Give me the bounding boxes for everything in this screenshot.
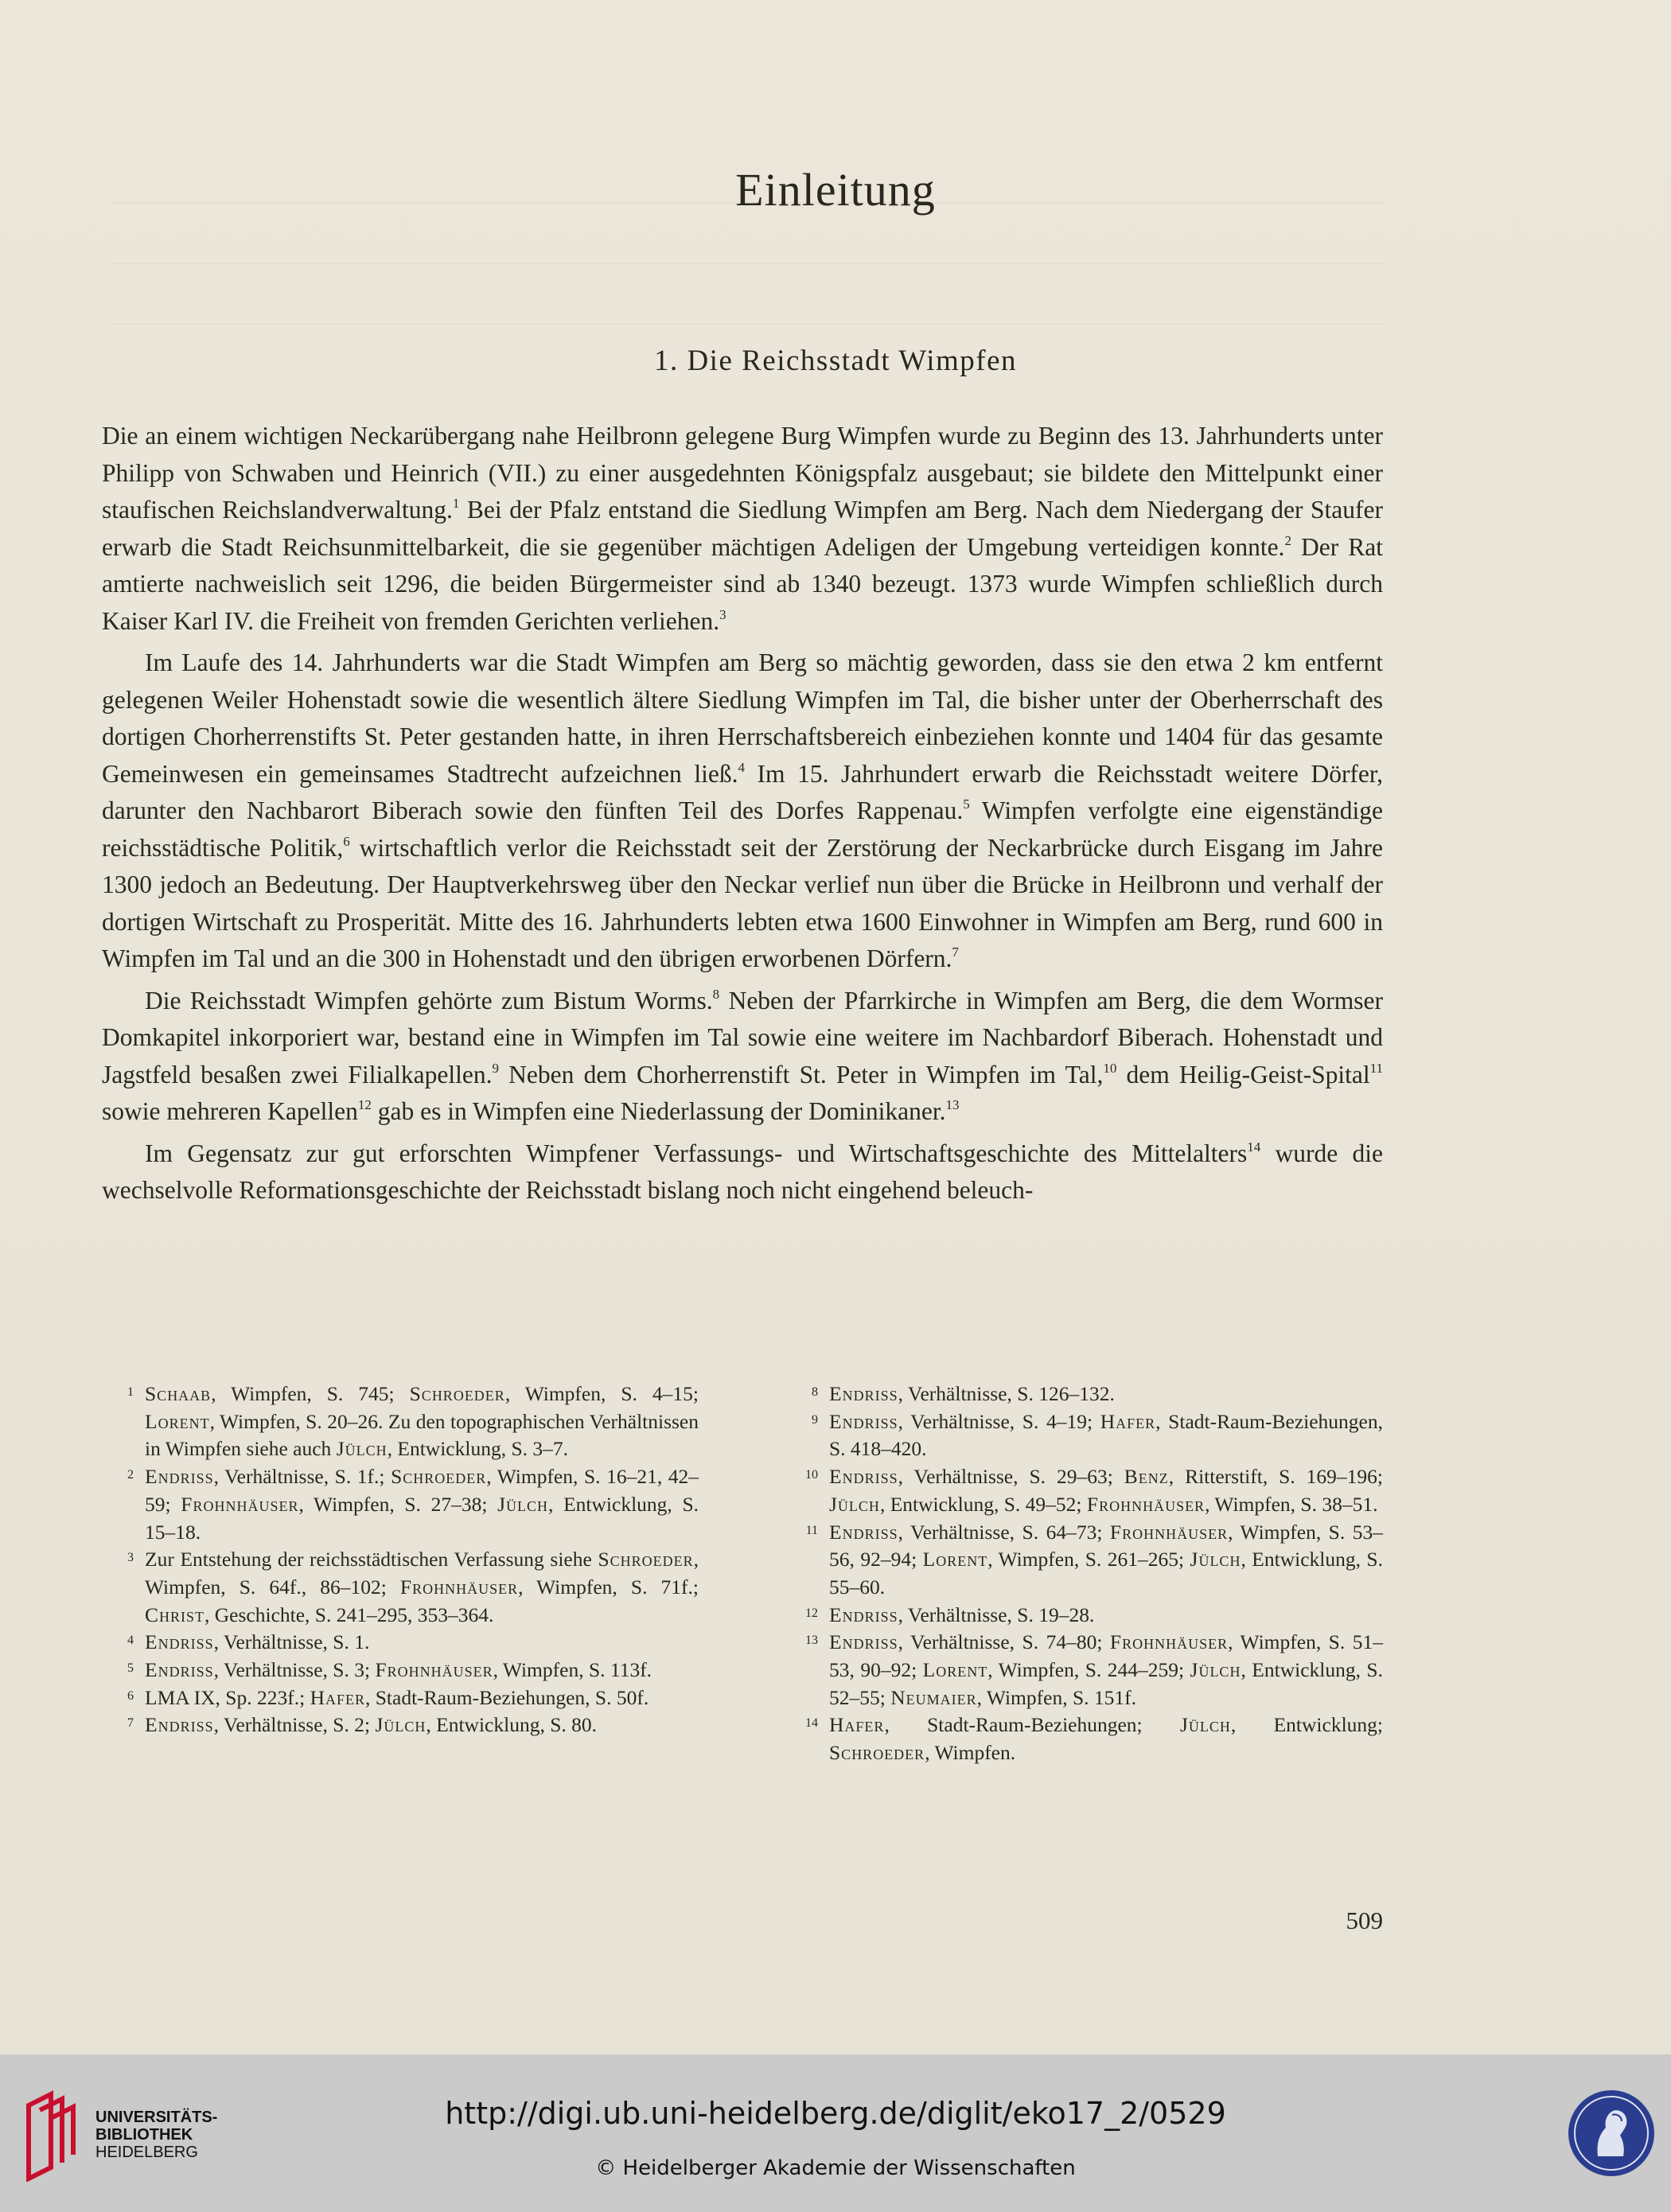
author: Endriss — [145, 1713, 214, 1737]
text: , Verhältnisse, S. 74–80; — [898, 1630, 1110, 1654]
text: , Wimpfen, S. 151f. — [976, 1685, 1137, 1709]
text: wirtschaftlich verlor die Reichsstadt seit der Zerstörung der Neckarbrücke durch Eisgang im Jahre 1300 jedoch an Bedeutung. Der Hauptverkehrsweg über den Neckar verlief nun über die Brücke in Heilbronn und verhalf der dortigen Wirtschaft zu Prosperität. Mitte des 16. Jahrhunderts lebten etwa 1600 Einwohner in Wimpfen am Berg, rund 600 in Wimpfen im Tal und an die 300 in Hohenstadt und den übrigen erworbenen Dörfern. — [102, 833, 1383, 972]
author: Jülch — [1179, 1713, 1231, 1737]
footnote-ref[interactable]: 11 — [1369, 1060, 1384, 1076]
footnote-ref[interactable]: 9 — [492, 1060, 499, 1076]
text: , Entwicklung; — [1230, 1713, 1383, 1737]
text: Wimpfen verfolgte eine eigenständige reichsstädtische Politik, — [102, 796, 1383, 862]
text: , Wimpfen, S. 745; — [211, 1382, 410, 1405]
text: Bei der Pfalz entstand die Siedlung Wimpfen am Berg. Nach dem Niedergang der Staufer erwarb die Stadt Reichsunmittelbarkeit, die sie gegenüber mächtigen Adeligen der Umgebung verteidigen konnte. — [102, 496, 1384, 561]
author: Jülch — [829, 1492, 880, 1516]
text: Zur Entstehung der reichsstädtischen Verfassung siehe — [145, 1548, 598, 1571]
text: Im 15. Jahrhundert erwarb die Reichsstadt weitere Dörfer, darunter den Nachbarort Biberach sowie den fünften Teil des Dorfes Rappenau. — [102, 759, 1384, 824]
author: Hafer — [829, 1713, 885, 1737]
text: , Wimpfen, S. 71f.; — [518, 1575, 699, 1599]
paragraph-4 — [102, 1135, 1383, 1209]
logo-line-1: UNIVERSITÄTS- — [95, 2109, 218, 2126]
page-number: 509 — [1346, 1906, 1383, 1934]
author: Jülch — [375, 1713, 427, 1737]
text: , Verhältnisse, S. 19–28. — [898, 1603, 1095, 1626]
logo-line-2: BIBLIOTHEK — [95, 2126, 193, 2144]
author: Benz — [1124, 1465, 1169, 1489]
footnote-number: 7 — [127, 1716, 134, 1731]
author: Schaab — [145, 1382, 212, 1405]
text: , Wimpfen, S. 51–53, 90–92; — [829, 1630, 1383, 1682]
author: Jülch — [1190, 1658, 1241, 1682]
author: Endriss — [145, 1630, 214, 1654]
text: , Wimpfen, S. 113f. — [493, 1658, 652, 1682]
text: , Wimpfen, S. 53–56, 92–94; — [829, 1520, 1383, 1571]
footnote-9 — [802, 1408, 1383, 1463]
author: Jülch — [336, 1437, 388, 1461]
viewer-footer — [0, 2054, 1671, 2212]
footnote-ref[interactable]: 2 — [1284, 532, 1291, 548]
footnote-number: 2 — [127, 1468, 134, 1482]
footnote-number: 1 — [127, 1385, 134, 1399]
footnote-number: 12 — [805, 1606, 818, 1620]
author: Endriss — [829, 1520, 898, 1544]
author: Neumaier — [890, 1685, 977, 1709]
footnote-2 — [118, 1463, 699, 1546]
footnote-10 — [802, 1463, 1383, 1518]
footnote-ref[interactable]: 1 — [452, 496, 460, 511]
text: Im Laufe des 14. Jahrhunderts war die Stadt Wimpfen am Berg so mächtig geworden, dass sie den etwa 2 km entfernt gelegenen Weiler Hohenstadt sowie die wesentlich ältere Siedlung Wimpfen im Tal, die bisher unter der Oberherrschaft des dortigen Chorherrenstifts St. Peter gestanden hatte, in ihren Herrschaftsbereich einbeziehen konnte und 1404 für das gesamte Gemeinwesen ein gemeinsames Stadtrecht aufzeichnen ließ. — [102, 648, 1383, 788]
text: , Wimpfen, S. 27–38; — [298, 1492, 498, 1516]
author: Christ — [145, 1603, 205, 1626]
text: Neben der Pfarrkirche in Wimpfen am Berg, die dem Wormser Domkapitel inkorporiert war, bestand eine in Wimpfen im Tal sowie eine weitere im Nachbardorf Biberach. Hohenstadt und Jagstfeld besaßen zwei Filialkapellen. — [102, 986, 1384, 1088]
text: , Verhältnisse, S. 2; — [213, 1713, 376, 1737]
text: , Wimpfen, S. 20–26. Zu den topographischen Verhältnissen in Wimpfen siehe auch — [145, 1409, 699, 1461]
footnote-5 — [118, 1657, 699, 1684]
author: Hafer — [310, 1685, 365, 1709]
text: , Entwicklung, S. 3–7. — [387, 1437, 568, 1461]
text: dem Heilig-Geist-Spital — [1116, 1060, 1370, 1088]
author: Endriss — [145, 1465, 214, 1489]
text: Neben dem Chorherrenstift St. Peter in Wimpfen im Tal, — [499, 1060, 1104, 1088]
text: Die Reichsstadt Wimpfen gehörte zum Bistum Worms. — [145, 986, 713, 1014]
text: , Stadt-Raum-Beziehungen, S. 50f. — [365, 1685, 649, 1709]
author: Endriss — [829, 1465, 898, 1489]
text: , Verhältnisse, S. 1. — [213, 1630, 370, 1654]
footnote-ref[interactable]: 7 — [952, 944, 959, 960]
text: , Entwicklung, S. 55–60. — [829, 1548, 1383, 1599]
author: Endriss — [829, 1409, 898, 1433]
text: , Wimpfen, S. 16–21, 42–59; — [145, 1465, 699, 1516]
text: , Verhältnisse, S. 4–19; — [898, 1409, 1100, 1433]
author: Schroeder — [829, 1741, 925, 1765]
text: , Verhältnisse, S. 126–132. — [898, 1382, 1115, 1405]
academy-seal-icon — [1566, 2088, 1657, 2179]
footnote-number: 5 — [127, 1661, 134, 1676]
paragraph-1 — [102, 418, 1383, 640]
text: , Wimpfen, S. 64f., 86–102; — [145, 1548, 699, 1599]
text: Der Rat amtierte nachweislich seit 1296, die beiden Bürgermeister sind ab 1340 bezeugt. 1373 wurde Wimpfen schließlich durch Kaiser Karl IV. die Freiheit von fremden Gerichten verliehen. — [102, 532, 1384, 635]
footnote-1 — [118, 1381, 699, 1463]
footnotes-left-column — [118, 1381, 699, 1739]
footnote-7 — [118, 1712, 699, 1739]
footnote-6 — [118, 1684, 699, 1712]
footnote-3 — [118, 1546, 699, 1629]
author: Schroeder — [598, 1548, 694, 1571]
author: Endriss — [829, 1630, 898, 1654]
author: Endriss — [145, 1658, 214, 1682]
footnote-number: 13 — [805, 1634, 818, 1648]
author: Jülch — [497, 1492, 549, 1516]
paragraph-2 — [102, 645, 1383, 978]
text: Die an einem wichtigen Neckarübergang nahe Heilbronn gelegene Burg Wimpfen wurde zu Beginn des 13. Jahrhunderts unter Philipp von Schwaben und Heinrich (VII.) zu einer ausgedehnten Königspfalz ausgebaut; sie bildete den Mittelpunkt einer staufischen Reichslandverwaltung. — [102, 422, 1383, 524]
text: LMA IX, Sp. 223f.; — [145, 1685, 310, 1709]
text: Im Gegensatz zur gut erforschten Wimpfener Verfassungs- und Wirtschaftsgeschichte des Mittelalters — [145, 1139, 1248, 1167]
author: Frohnhäuser — [399, 1575, 519, 1599]
text: , Entwicklung, S. 52–55; — [829, 1658, 1383, 1709]
logo-line-3: HEIDELBERG — [95, 2144, 198, 2161]
footnote-ref[interactable]: 6 — [343, 833, 350, 849]
footnote-ref[interactable]: 10 — [1103, 1060, 1117, 1076]
footnote-ref[interactable]: 13 — [945, 1097, 960, 1112]
text: , Entwicklung, S. 15–18. — [145, 1492, 699, 1544]
text: , Geschichte, S. 241–295, 353–364. — [204, 1603, 494, 1626]
footnote-number: 9 — [812, 1412, 818, 1427]
footnote-number: 4 — [127, 1634, 134, 1648]
paragraph-3 — [102, 983, 1383, 1131]
author: Frohnhäuser — [181, 1492, 299, 1516]
footnote-14 — [802, 1712, 1383, 1766]
footnote-number: 6 — [127, 1688, 134, 1703]
footnote-number: 3 — [127, 1551, 134, 1565]
text: , Wimpfen, S. 261–265; — [987, 1548, 1190, 1571]
author: Frohnhäuser — [1109, 1630, 1229, 1654]
text: , Wimpfen, S. 4–15; — [504, 1382, 699, 1405]
text: gab es in Wimpfen eine Niederlassung der Dominikaner. — [371, 1097, 946, 1125]
author: Endriss — [829, 1382, 898, 1405]
text: , Ritterstift, S. 169–196; — [1168, 1465, 1383, 1489]
footnote-ref[interactable]: 3 — [719, 606, 726, 622]
footnote-ref[interactable]: 4 — [738, 759, 745, 775]
text: , Verhältnisse, S. 64–73; — [898, 1520, 1110, 1544]
author: Lorent — [922, 1658, 988, 1682]
text: , Verhältnisse, S. 1f.; — [213, 1465, 391, 1489]
footnote-12 — [802, 1602, 1383, 1630]
author: Endriss — [829, 1603, 898, 1626]
footnote-ref[interactable]: 8 — [712, 986, 720, 1002]
author: Lorent — [922, 1548, 988, 1571]
author: Jülch — [1190, 1548, 1241, 1571]
text: , Verhältnisse, S. 3; — [213, 1658, 376, 1682]
author: Frohnhäuser — [1109, 1520, 1229, 1544]
author: Frohnhäuser — [375, 1658, 493, 1682]
footnotes-right-column — [802, 1381, 1383, 1767]
footnote-number: 14 — [805, 1716, 818, 1731]
footnote-4 — [118, 1629, 699, 1657]
author: Schroeder — [391, 1465, 487, 1489]
body-text — [102, 418, 1383, 1214]
footnote-number: 8 — [812, 1385, 818, 1399]
text: , Entwicklung, S. 49–52; — [879, 1492, 1087, 1516]
text: , Wimpfen. — [925, 1741, 1016, 1765]
footnote-ref[interactable]: 14 — [1247, 1139, 1261, 1155]
section-heading: 1. Die Reichsstadt Wimpfen — [653, 345, 1018, 377]
footnote-number: 11 — [805, 1523, 818, 1537]
footnote-number: 10 — [805, 1468, 818, 1482]
page-title: Einleitung — [735, 164, 936, 216]
text: , Wimpfen, S. 244–259; — [987, 1658, 1190, 1682]
author: Schroeder — [409, 1382, 505, 1405]
text: , Stadt-Raum-Beziehungen; — [884, 1713, 1180, 1737]
copyright-notice: © Heidelberger Akademie der Wissenschaften — [595, 2156, 1076, 2180]
author: Lorent — [145, 1409, 210, 1433]
footnote-8 — [802, 1381, 1383, 1408]
text: sowie mehreren Kapellen — [102, 1097, 358, 1125]
footnote-ref[interactable]: 12 — [357, 1097, 372, 1112]
text: , Verhältnisse, S. 29–63; — [898, 1465, 1124, 1489]
footnote-11 — [802, 1519, 1383, 1602]
text: wurde die wechselvolle Reformationsgeschichte der Reichsstadt bislang noch nicht eingehend beleuch- — [102, 1139, 1383, 1204]
author: Hafer — [1100, 1409, 1156, 1433]
text: , Stadt-Raum-Beziehungen, S. 418–420. — [829, 1409, 1383, 1461]
footnote-ref[interactable]: 5 — [963, 796, 970, 812]
text: , Entwicklung, S. 80. — [426, 1713, 597, 1737]
footnote-13 — [802, 1629, 1383, 1712]
author: Frohnhäuser — [1086, 1492, 1206, 1516]
permalink-url[interactable]: http://digi.ub.uni-heidelberg.de/diglit/eko17_2/0529 — [445, 2096, 1226, 2131]
text: , Wimpfen, S. 38–51. — [1205, 1492, 1378, 1516]
